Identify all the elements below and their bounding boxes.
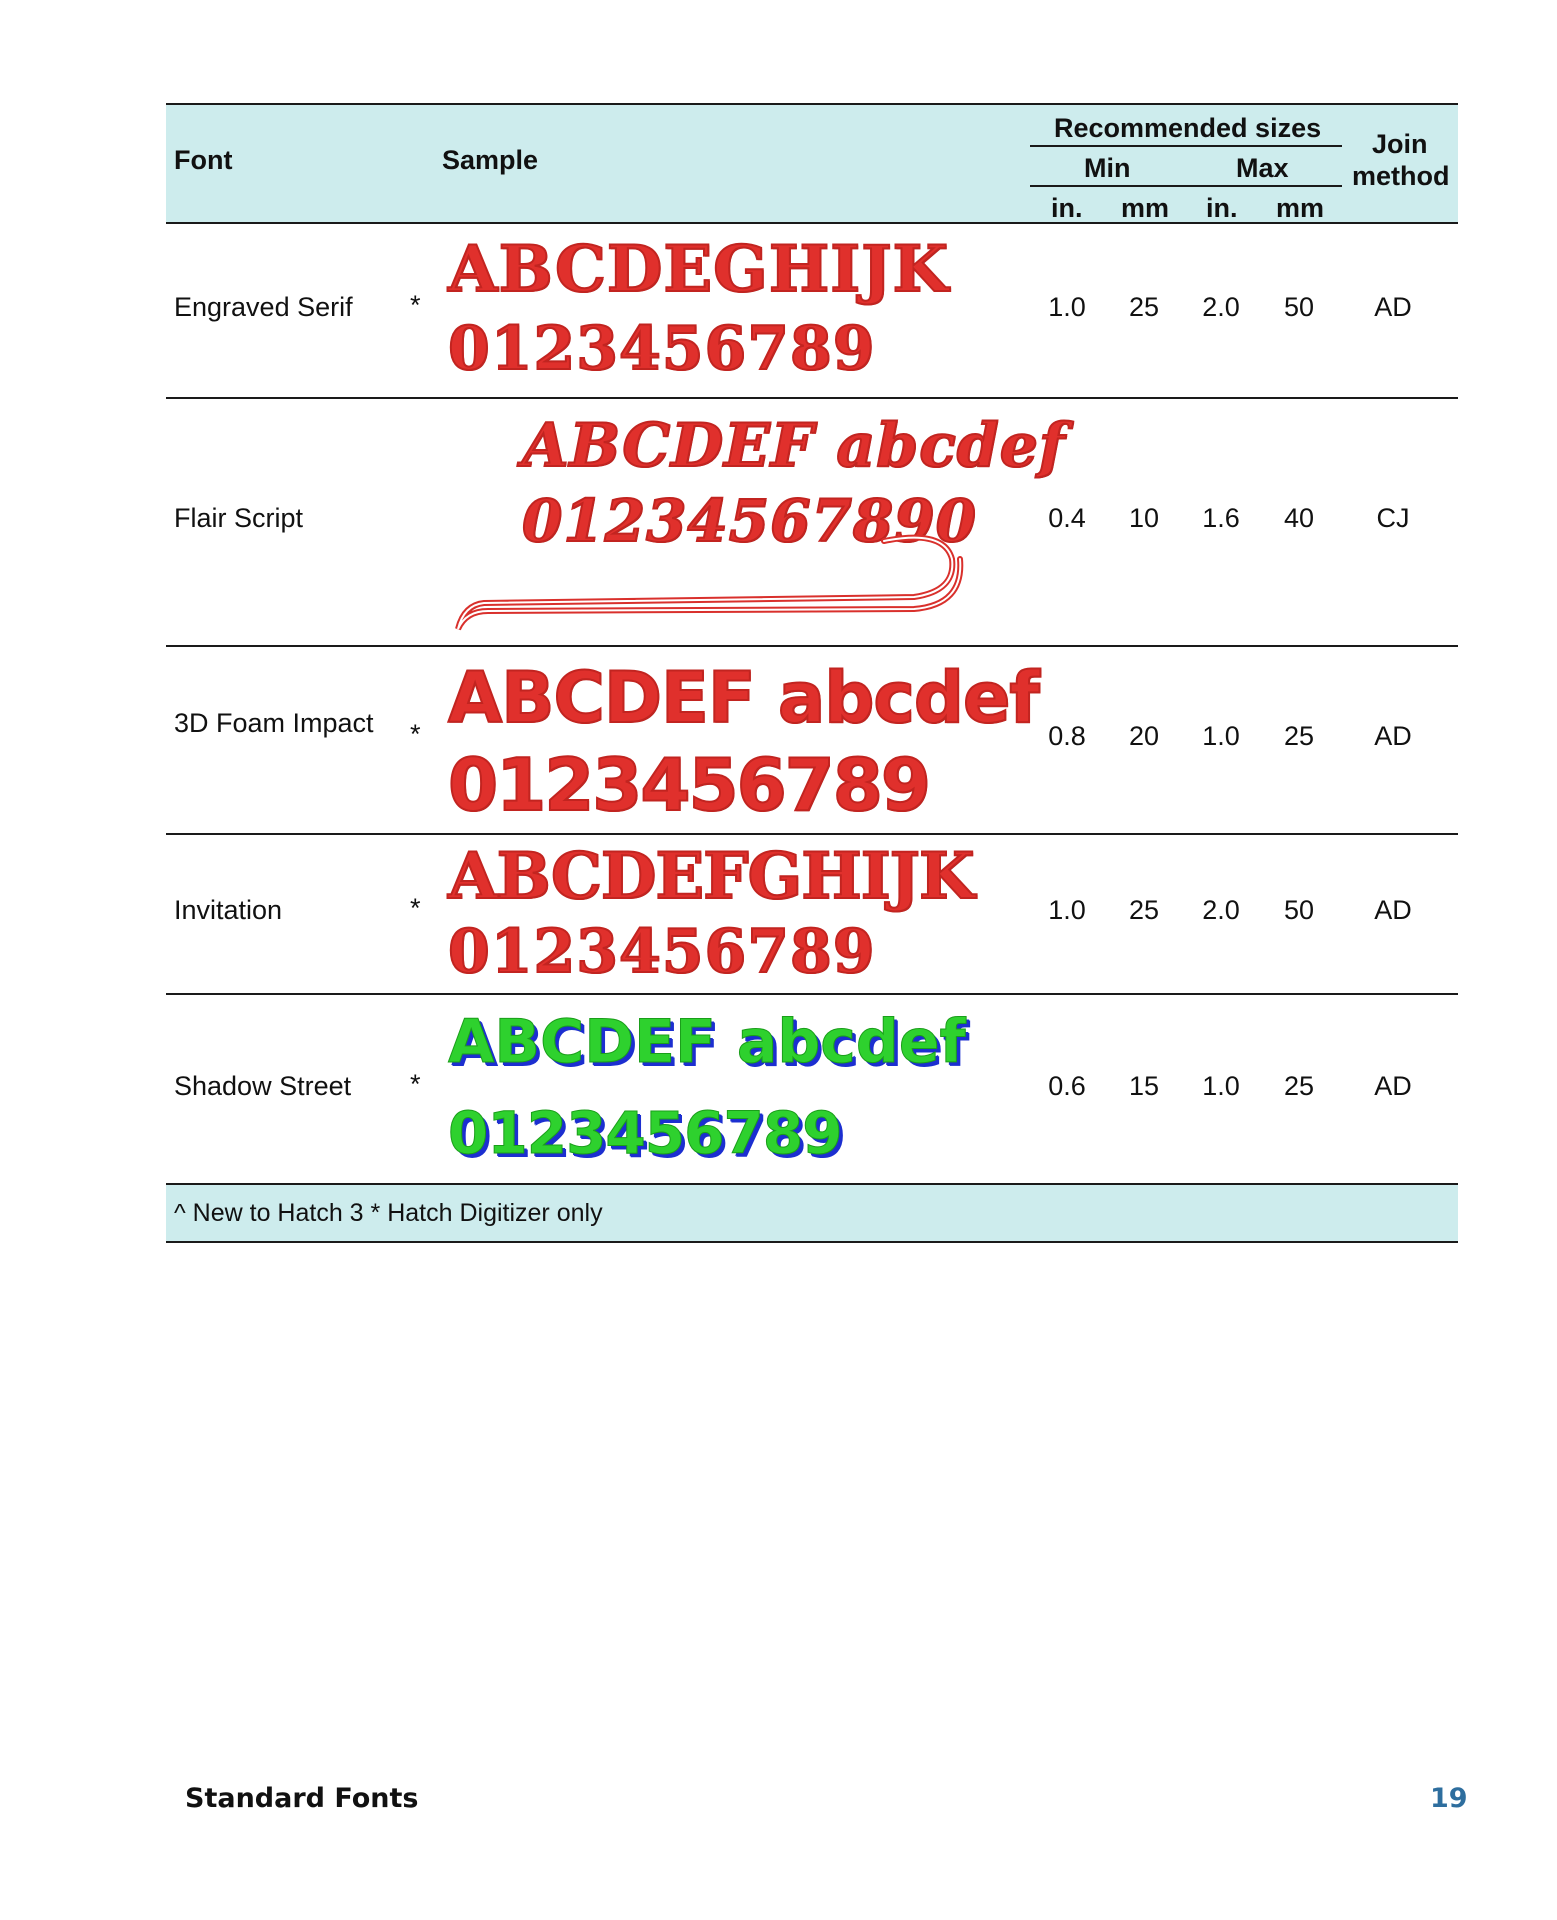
digitizer-mark: * bbox=[410, 290, 421, 320]
max-mm: 50 bbox=[1283, 292, 1315, 322]
page-number: 19 bbox=[1430, 1783, 1468, 1814]
table-header bbox=[166, 103, 1458, 224]
join-method: AD bbox=[1374, 895, 1412, 925]
digitizer-mark: * bbox=[410, 1069, 421, 1099]
header-font: Font bbox=[174, 145, 233, 175]
header-max-in: in. bbox=[1206, 193, 1238, 223]
min-mm: 20 bbox=[1128, 721, 1160, 751]
header-min-in: in. bbox=[1051, 193, 1083, 223]
sample-line-1: ABCDEFGHIJK bbox=[448, 839, 974, 914]
min-mm: 15 bbox=[1128, 1071, 1160, 1101]
max-mm: 25 bbox=[1283, 721, 1315, 751]
table-row bbox=[166, 399, 1458, 647]
min-in: 0.6 bbox=[1048, 1071, 1086, 1101]
max-in: 1.0 bbox=[1202, 1071, 1240, 1101]
min-in: 1.0 bbox=[1048, 895, 1086, 925]
max-mm: 25 bbox=[1283, 1071, 1315, 1101]
max-in: 2.0 bbox=[1202, 895, 1240, 925]
header-method: method bbox=[1352, 161, 1450, 191]
header-divider-lower bbox=[1030, 185, 1342, 187]
table-row bbox=[166, 835, 1458, 995]
sample-line-2: 0123456789 bbox=[448, 314, 876, 384]
min-in: 0.4 bbox=[1048, 503, 1086, 533]
sample-line-2: 01234567890 bbox=[522, 487, 977, 555]
footnote-text: ^ New to Hatch 3 * Hatch Digitizer only bbox=[174, 1199, 603, 1227]
join-method: AD bbox=[1374, 1071, 1412, 1101]
join-method: CJ bbox=[1376, 503, 1410, 533]
join-method: AD bbox=[1374, 292, 1412, 322]
sample-line-1: ABCDEF abcdef bbox=[448, 1007, 966, 1077]
digitizer-mark: * bbox=[410, 719, 421, 749]
header-divider bbox=[1030, 145, 1342, 147]
table-row bbox=[166, 224, 1458, 399]
min-in: 1.0 bbox=[1048, 292, 1086, 322]
script-tail-swash bbox=[444, 529, 1084, 639]
table-row bbox=[166, 995, 1458, 1185]
min-mm: 10 bbox=[1128, 503, 1160, 533]
max-in: 2.0 bbox=[1202, 292, 1240, 322]
min-in: 0.8 bbox=[1048, 721, 1086, 751]
table-footnote bbox=[166, 1185, 1458, 1243]
font-name: Shadow Street bbox=[174, 1071, 352, 1101]
sample-line-2: 0123456789 bbox=[448, 743, 929, 827]
font-name: Flair Script bbox=[174, 503, 304, 533]
join-method: AD bbox=[1374, 721, 1412, 751]
sample-line-1: ABCDEF abcdef bbox=[522, 411, 1066, 481]
header-join: Join bbox=[1372, 129, 1428, 159]
digitizer-mark: * bbox=[410, 893, 421, 923]
max-mm: 40 bbox=[1283, 503, 1315, 533]
header-max-mm: mm bbox=[1276, 193, 1325, 223]
min-mm: 25 bbox=[1128, 292, 1160, 322]
header-min: Min bbox=[1084, 153, 1131, 183]
sample-line-1: ABCDEF abcdef bbox=[448, 657, 1039, 739]
max-in: 1.6 bbox=[1202, 503, 1240, 533]
header-max: Max bbox=[1236, 153, 1289, 183]
table-row bbox=[166, 647, 1458, 835]
sample-line-2: 0123456789 bbox=[448, 1099, 842, 1167]
min-mm: 25 bbox=[1128, 895, 1160, 925]
font-name: Engraved Serif bbox=[174, 292, 353, 322]
header-recommended-sizes: Recommended sizes bbox=[1054, 113, 1322, 143]
max-in: 1.0 bbox=[1202, 721, 1240, 751]
font-name: Invitation bbox=[174, 895, 283, 925]
sample-line-1: ABCDEGHIJK bbox=[448, 232, 950, 307]
footer-section-title: Standard Fonts bbox=[185, 1783, 419, 1814]
sample-line-2: 0123456789 bbox=[448, 917, 876, 987]
max-mm: 50 bbox=[1283, 895, 1315, 925]
header-sample: Sample bbox=[442, 145, 539, 175]
header-min-mm: mm bbox=[1121, 193, 1170, 223]
font-name: 3D Foam Impact bbox=[174, 708, 374, 738]
font-table bbox=[166, 103, 1458, 1243]
